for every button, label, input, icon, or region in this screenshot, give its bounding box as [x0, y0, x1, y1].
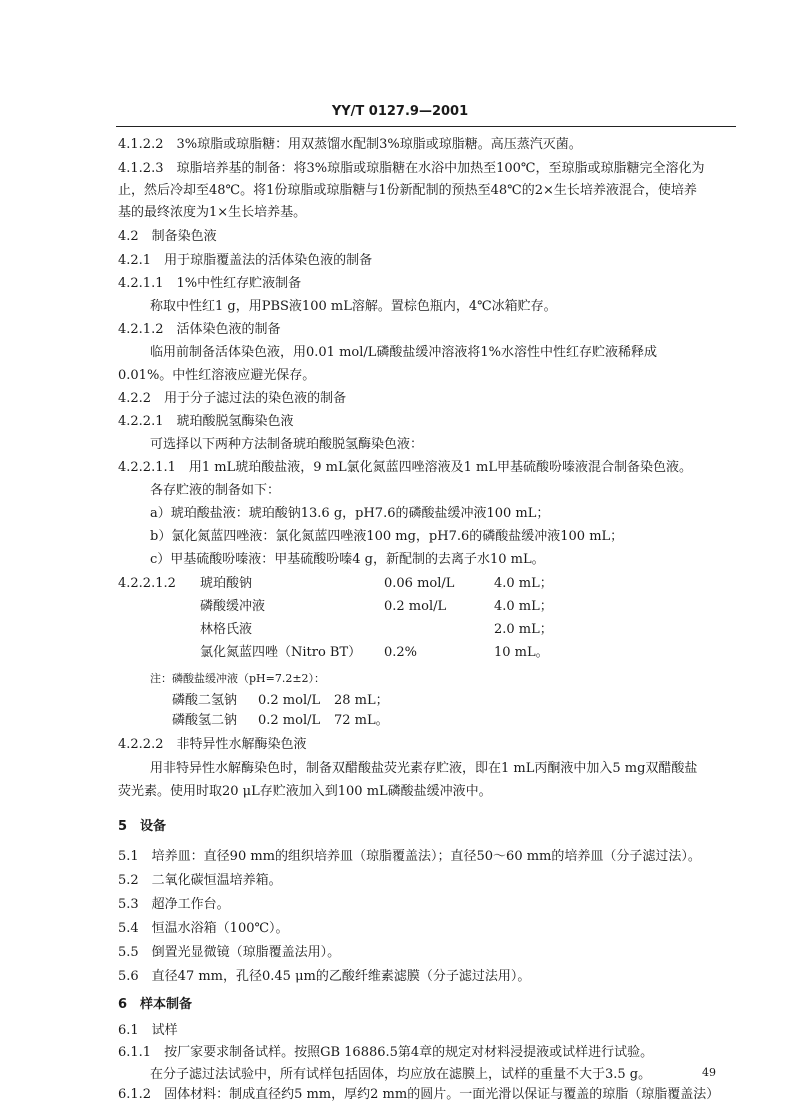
stain-name: 林格氏液 — [200, 622, 253, 637]
clause-5-4: 5.4 恒温水浴箱（100℃）。 — [118, 921, 289, 936]
buffer-note-title: 注：磷酸盐缓冲液（pH=7.2±2）： — [150, 672, 326, 685]
clause-6-1-1: 6.1.1 按厂家要求制备试样。按照GB 16886.5第4章的规定对材料浸提液或试样进行试验。 — [118, 1045, 654, 1060]
section-6-heading: 6 样本制备 — [118, 997, 193, 1012]
clause-5-1: 5.1 培养皿：直径90 mm的组织培养皿（琼脂覆盖法）；直径50～60 mm的培养皿（分子滤过法）。 — [118, 849, 701, 864]
clause-4-2-2-1-2-number: 4.2.2.1.2 — [118, 576, 176, 591]
clause-5-3: 5.3 超净工作台。 — [118, 897, 230, 912]
stain-vol: 2.0 mL； — [494, 622, 553, 637]
clause-4-2-heading: 4.2 制备染色液 — [118, 229, 217, 244]
clause-4-1-2-2: 4.1.2.2 3%琼脂或琼脂糖：用双蒸馏水配制3%琼脂或琼脂糖。高压蒸汽灭菌。 — [118, 137, 582, 152]
standard-number-header: YY/T 0127.9—2001 — [331, 104, 469, 119]
stain-vol: 4.0 mL； — [494, 599, 553, 614]
section-5-heading: 5 设备 — [118, 819, 167, 834]
stain-conc: 0.2% — [384, 645, 418, 660]
stain-name: 琥珀酸钠 — [200, 576, 253, 591]
clause-4-2-1-1-text: 称取中性红1 g，用PBS液100 mL溶解。置棕色瓶内，4℃冰箱贮存。 — [150, 299, 557, 314]
clause-4-2-2-1-heading: 4.2.2.1 琥珀酸脱氢酶染色液 — [118, 414, 294, 429]
clause-4-1-2-3-cont2: 基的最终浓度为1×生长培养基。 — [118, 205, 307, 220]
clause-4-2-2-1-1: 4.2.2.1.1 用1 mL琥珀酸盐液，9 mL氯化氮蓝四唑溶液及1 mL甲基硫酸吩嗪液混合制备染色液。 — [118, 460, 692, 475]
clause-6-1-2: 6.1.2 固体材料：制成直径约5 mm，厚约2 mm的圆片。一面光滑以保证与覆盖的琼脂（琼脂覆盖法） — [118, 1087, 720, 1102]
buffer-conc: 0.2 mol/L — [258, 713, 321, 728]
header-rule — [116, 126, 736, 127]
stain-conc: 0.2 mol/L — [384, 599, 447, 614]
stock-item-c: c）甲基硫酸吩嗪液：甲基硫酸吩嗪4 g，新配制的去离子水10 mL。 — [150, 552, 545, 567]
stock-prep-intro: 各存贮液的制备如下： — [150, 483, 281, 498]
clause-4-2-1-2-heading: 4.2.1.2 活体染色液的制备 — [118, 322, 281, 337]
clause-4-2-1-2-text: 临用前制备活体染色液，用0.01 mol/L磷酸盐缓冲溶液将1%水溶性中性红存贮液稀释成 — [150, 345, 658, 360]
stain-conc: 0.06 mol/L — [384, 576, 455, 591]
clause-4-2-2-2-text: 用非特异性水解酶染色时，制备双醋酸盐荧光素存贮液，即在1 mL丙酮液中加入5 mg双醋酸盐 — [150, 761, 698, 776]
clause-6-1-heading: 6.1 试样 — [118, 1023, 178, 1038]
clause-5-2: 5.2 二氧化碳恒温培养箱。 — [118, 873, 282, 888]
clause-5-5: 5.5 倒置光显微镜（琼脂覆盖法用）。 — [118, 945, 341, 960]
buffer-vol: 28 mL； — [334, 693, 389, 708]
stain-vol: 4.0 mL； — [494, 576, 553, 591]
clause-4-1-2-3: 4.1.2.3 琼脂培养基的制备：将3%琼脂或琼脂糖在水浴中加热至100℃，至琼脂或琼脂糖完全溶化为 — [118, 161, 705, 176]
clause-6-1-1-cont: 在分子滤过法试验中，所有试样包括固体，均应放在滤膜上，试样的重量不大于3.5 g。 — [150, 1067, 652, 1082]
stain-vol: 10 mL。 — [494, 645, 549, 660]
clause-4-2-2-2-text-cont: 荧光素。使用时取20 μL存贮液加入到100 mL磷酸盐缓冲液中。 — [118, 784, 492, 799]
clause-5-6: 5.6 直径47 mm，孔径0.45 μm的乙酸纤维素滤膜（分子滤过法用）。 — [118, 969, 531, 984]
clause-4-1-2-3-cont1: 止，然后冷却至48℃。将1份琼脂或琼脂糖与1份新配制的预热至48℃的2×生长培养液混合，使培养 — [118, 183, 697, 198]
clause-4-2-2-2-heading: 4.2.2.2 非特异性水解酶染色液 — [118, 737, 307, 752]
stain-name: 氯化氮蓝四唑（Nitro BT） — [200, 645, 362, 660]
clause-4-2-2-1-intro: 可选择以下两种方法制备琥珀酸脱氢酶染色液： — [150, 437, 424, 452]
buffer-vol: 72 mL。 — [334, 713, 389, 728]
clause-4-2-2-heading: 4.2.2 用于分子滤过法的染色液的制备 — [118, 391, 347, 406]
clause-4-2-1-2-text-cont: 0.01%。中性红溶液应避光保存。 — [118, 368, 316, 383]
buffer-name: 磷酸氢二钠 — [172, 713, 238, 728]
clause-4-2-1-heading: 4.2.1 用于琼脂覆盖法的活体染色液的制备 — [118, 253, 373, 268]
stock-item-b: b）氯化氮蓝四唑液：氯化氮蓝四唑液100 mg，pH7.6的磷酸盐缓冲液100 mL； — [150, 529, 624, 544]
stock-item-a: a）琥珀酸盐液：琥珀酸钠13.6 g，pH7.6的磷酸盐缓冲液100 mL； — [150, 506, 550, 521]
clause-4-2-1-1-heading: 4.2.1.1 1%中性红存贮液制备 — [118, 276, 302, 291]
buffer-conc: 0.2 mol/L — [258, 693, 321, 708]
page-number: 49 — [702, 1066, 716, 1079]
buffer-name: 磷酸二氢钠 — [172, 693, 238, 708]
stain-name: 磷酸缓冲液 — [200, 599, 266, 614]
